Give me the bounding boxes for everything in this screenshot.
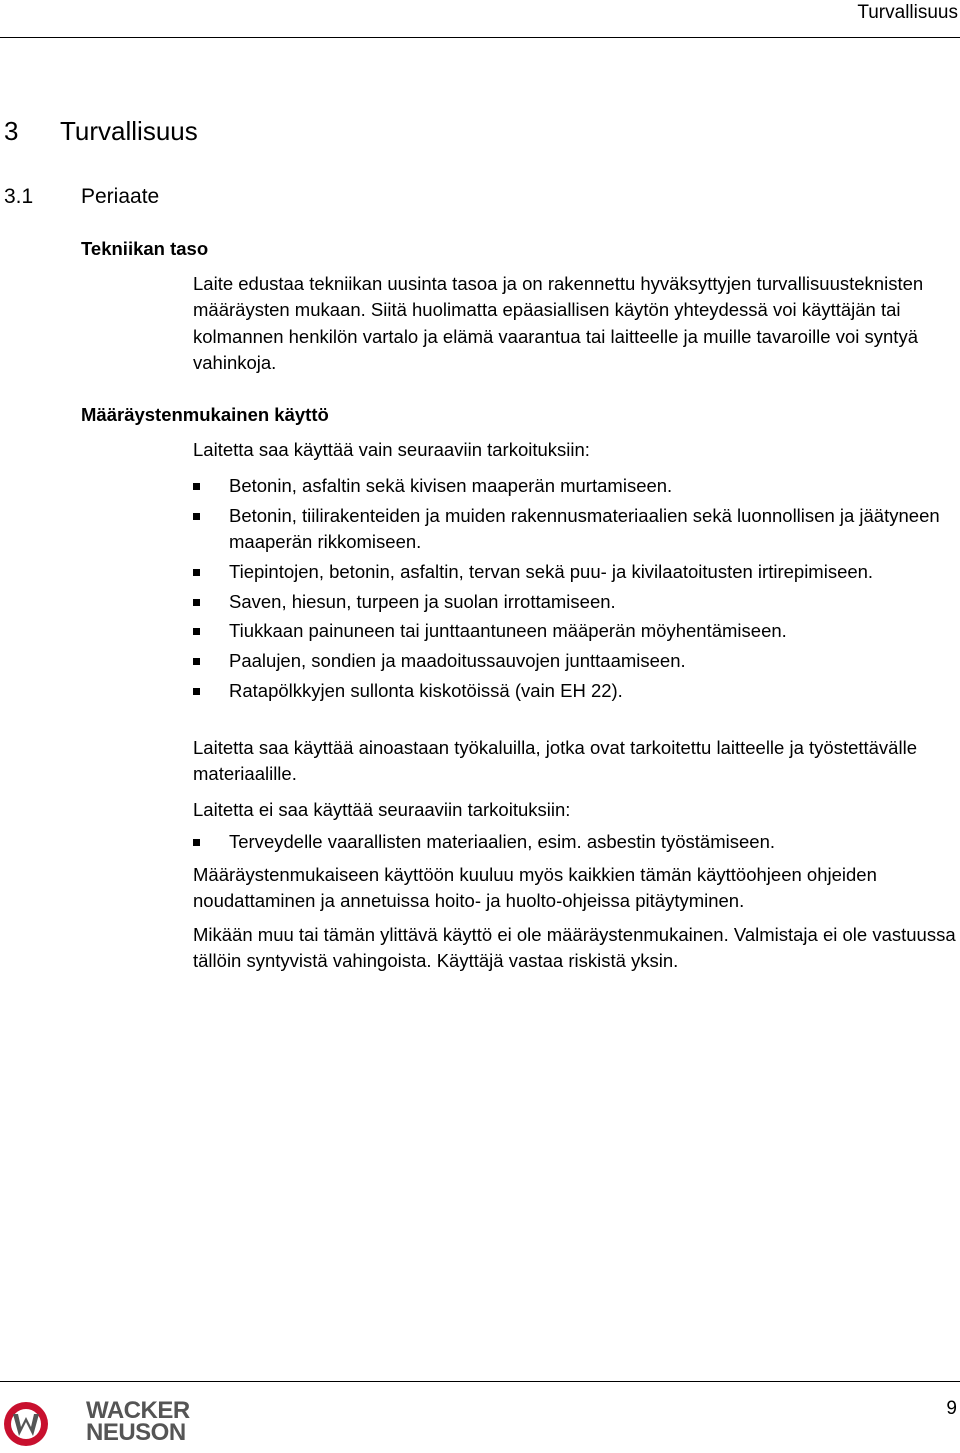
section-heading xyxy=(4,185,159,209)
bullet-square-icon xyxy=(193,839,200,846)
list-item: Tiukkaan painuneen tai junttaantuneen määperän möyhentämiseen. xyxy=(193,618,958,644)
list-item: Paalujen, sondien ja maadoitussauvojen junttaamiseen. xyxy=(193,648,958,674)
paragraph-allowed-intro: Laitetta saa käyttää vain seuraaviin tarkoituksiin: xyxy=(193,439,590,460)
list-item: Tiepintojen, betonin, asfaltin, tervan sekä puu- ja kivilaatoitusten irtirepimiseen. xyxy=(193,559,958,585)
footer-divider xyxy=(0,1381,960,1382)
paragraph-other-use: Mikään muu tai tämän ylittävä käyttö ei ole määräystenmukainen. Valmistaja ei ole vastuussa tällöin syntyvistä vahingoista. Käyttäjä vastaa riskistä yksin. xyxy=(193,924,956,972)
bullet-square-icon xyxy=(193,628,200,635)
allowed-uses-list xyxy=(193,473,958,708)
paragraph-not-allowed-intro: Laitetta ei saa käyttää seuraaviin tarkoituksiin: xyxy=(193,799,571,820)
list-item: Saven, hiesun, turpeen ja suolan irrottamiseen. xyxy=(193,589,958,615)
running-header-title: Turvallisuus xyxy=(857,2,958,23)
not-allowed-uses-list xyxy=(193,829,958,859)
bullet-square-icon xyxy=(193,688,200,695)
logo-wordmark: WACKER NEUSON xyxy=(86,1397,190,1446)
wacker-neuson-logo xyxy=(2,1397,222,1448)
chapter-number: 3 xyxy=(4,116,19,146)
bullet-square-icon xyxy=(193,513,200,520)
bullet-square-icon xyxy=(193,569,200,576)
bullet-square-icon xyxy=(193,483,200,490)
running-header xyxy=(0,0,960,38)
chapter-title: Turvallisuus xyxy=(60,116,198,146)
paragraph-tools: Laitetta saa käyttää ainoastaan työkaluilla, jotka ovat tarkoitettu laitteelle ja työstettävälle materiaalille. xyxy=(193,737,917,785)
subheading-maaraystenmukainen-kaytto: Määräystenmukainen käyttö xyxy=(81,404,329,425)
list-item: Betonin, tiilirakenteiden ja muiden rakennusmateriaalien sekä luonnollisen ja jäätyneen maaperän rikkomiseen. xyxy=(193,503,958,556)
wacker-neuson-w-logo-icon xyxy=(2,1400,50,1448)
page-number: 9 xyxy=(946,1398,957,1419)
subheading-tekniikan-taso: Tekniikan taso xyxy=(81,238,209,259)
section-number: 3.1 xyxy=(4,185,34,208)
chapter-heading xyxy=(4,116,198,147)
list-item: Betonin, asfaltin sekä kivisen maaperän murtamiseen. xyxy=(193,473,958,499)
section-title: Periaate xyxy=(81,185,160,208)
list-item: Ratapölkkyjen sullonta kiskotöissä (vain EH 22). xyxy=(193,678,958,704)
list-item: Terveydelle vaarallisten materiaalien, esim. asbestin työstämiseen. xyxy=(193,829,958,855)
bullet-square-icon xyxy=(193,599,200,606)
bullet-square-icon xyxy=(193,658,200,665)
paragraph-instructions: Määräystenmukaiseen käyttöön kuuluu myös kaikkien tämän käyttöohjeen ohjeiden noudattaminen ja annetuissa hoito- ja huolto-ohjeissa pitäytyminen. xyxy=(193,864,877,912)
paragraph-tekniikan-taso: Laite edustaa tekniikan uusinta tasoa ja on rakennettu hyväksyttyjen turvallisuusteknisten määräysten mukaan. Siitä huolimatta epäasiallisen käytön yhteydessä voi käyttäjän tai kolmannen henkilön vartalo ja elämä vaarantua tai laitteelle ja muille tavaroille voi syntyä vahinkoja. xyxy=(193,273,924,373)
